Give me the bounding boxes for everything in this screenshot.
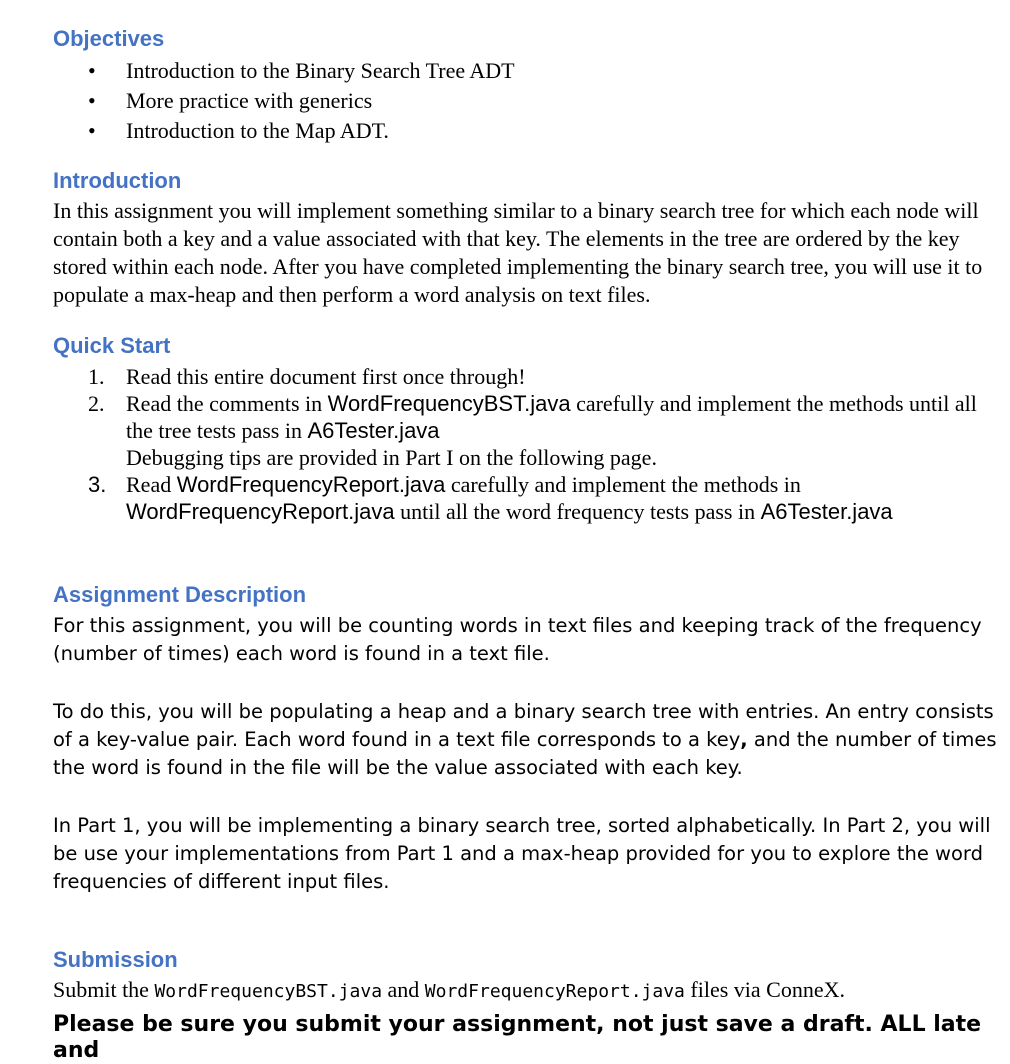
- list-item: 3. Read WordFrequencyReport.java carefully and implement the methods in WordFrequencyReport.java until all the word frequency tests pass in A6Tester.java: [88, 472, 893, 524]
- filename: WordFrequencyReport.java: [424, 981, 685, 1002]
- submission-heading: Submission: [53, 947, 178, 972]
- list-item: • More practice with generics: [88, 86, 515, 116]
- filename: A6Tester.java: [760, 499, 893, 524]
- filename: WordFrequencyReport.java: [176, 472, 446, 497]
- bullet-icon: •: [88, 88, 96, 113]
- filename: WordFrequencyReport.java: [126, 499, 395, 524]
- assignment-description-heading: Assignment Description: [53, 582, 307, 607]
- bullet-icon: •: [88, 118, 96, 143]
- filename: WordFrequencyBST.java: [327, 391, 571, 416]
- submission-text: Submit the WordFrequencyBST.java and WordFrequencyReport.java files via ConneX.: [53, 977, 845, 1002]
- assignment-description-para1: For this assignment, you will be counting words in text files and keeping track of the frequency (number of times) each word is found in a text file.: [53, 614, 982, 665]
- list-item: 1. Read this entire document first once through!: [88, 364, 526, 389]
- introduction-text: In this assignment you will implement something similar to a binary search tree for which each node will contain both a key and a value associated with that key. The elements in the tree are ordered by the key stored within each node. After you have completed implementing the binary search tree, you will use it to populate a max-heap and then perform a word analysis on text files.: [53, 198, 983, 307]
- list-item: • Introduction to the Map ADT.: [88, 116, 515, 146]
- quick-start-list: [88, 363, 1003, 525]
- objectives-heading: Objectives: [53, 26, 165, 51]
- bullet-icon: •: [88, 58, 96, 83]
- list-item: 2. Read the comments in WordFrequencyBST.java carefully and implement the methods until all the tree tests pass in A6Tester.java Debugging tips are provided in Part I on the following page.: [88, 391, 977, 470]
- objectives-list: [88, 56, 515, 146]
- assignment-description-para2: To do this, you will be populating a heap and a binary search tree with entries. An entry consists of a key-value pair. Each word found in a text file corresponds to a key, and the number of times the word is found in the file will be the value associated with each key.: [53, 700, 997, 779]
- cut-off-line: Please be sure you submit your assignment, not just save a draft. ALL late and: [53, 1012, 982, 1063]
- quick-start-heading: Quick Start: [53, 333, 171, 358]
- assignment-description-para3: In Part 1, you will be implementing a binary search tree, sorted alphabetically. In Part 2, you will be use your implementations from Part 1 and a max-heap provided for you to explore the word frequencies of different input files.: [53, 814, 991, 893]
- list-item: • Introduction to the Binary Search Tree ADT: [88, 56, 515, 86]
- filename: A6Tester.java: [307, 418, 440, 443]
- introduction-heading: Introduction: [53, 168, 182, 193]
- filename: WordFrequencyBST.java: [154, 981, 383, 1002]
